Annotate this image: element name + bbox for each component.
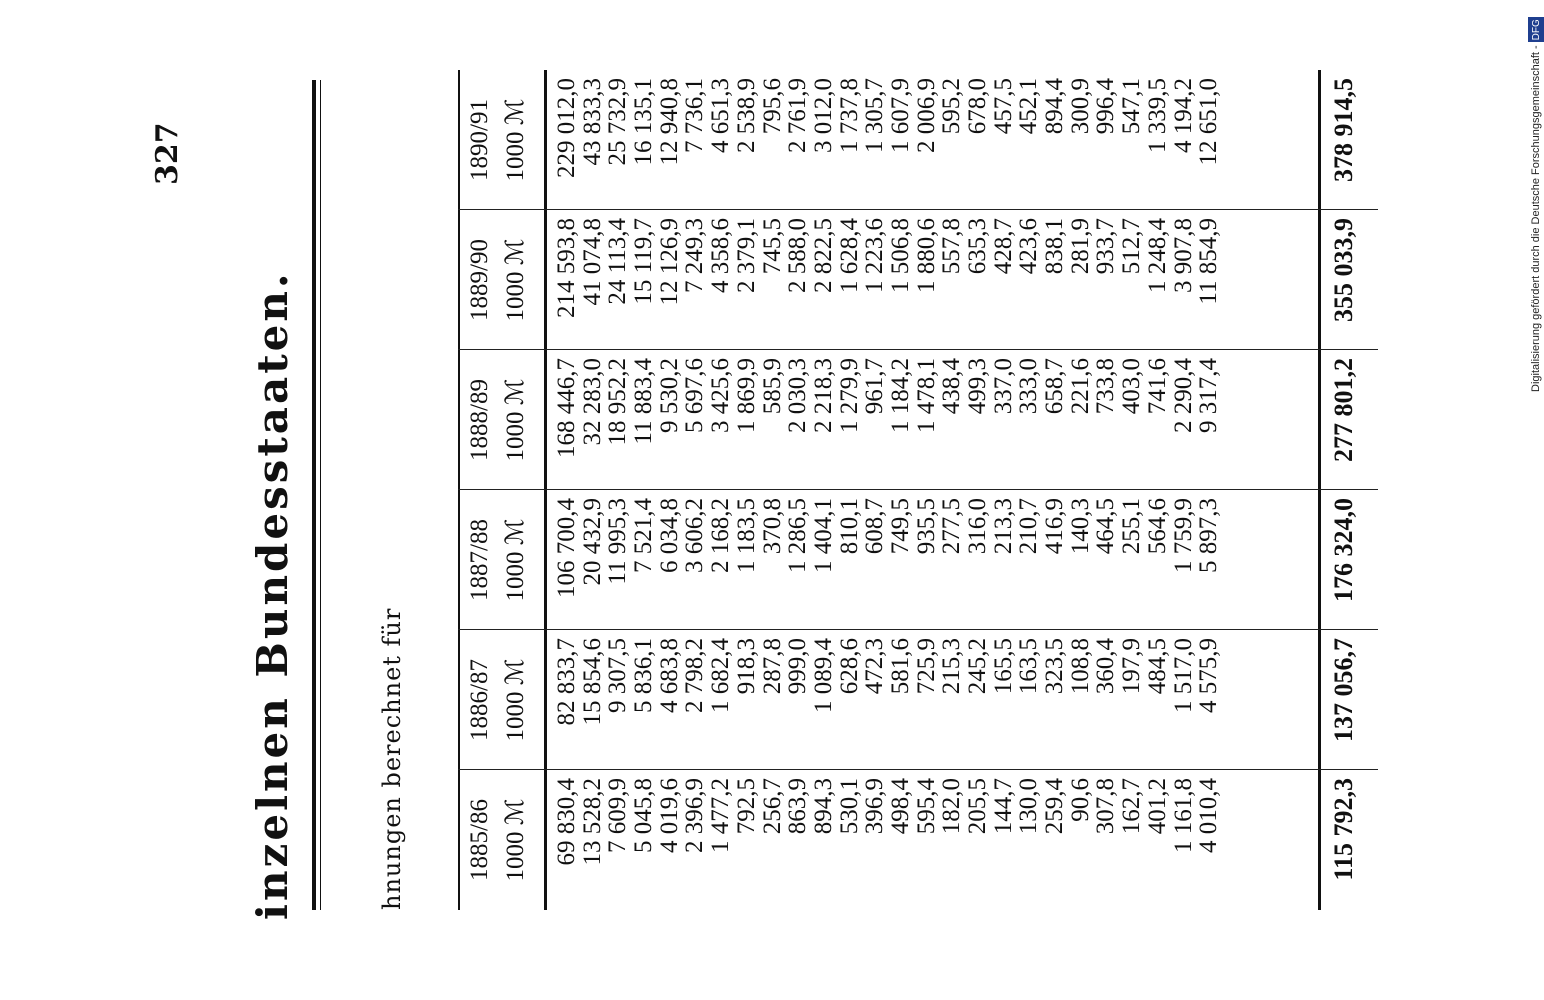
table-cell: 32 283,0 <box>578 358 606 446</box>
table-cell: 4 194,2 <box>1169 78 1197 153</box>
column-values <box>554 78 1222 178</box>
column-separator <box>458 489 1378 490</box>
table-cell: 287,8 <box>758 638 786 695</box>
table-cell: 1 478,1 <box>912 358 940 433</box>
table-subtitle: hnungen berechnet für <box>378 607 406 910</box>
table-cell: 464,5 <box>1092 498 1120 555</box>
table-cell: 428,7 <box>989 218 1017 275</box>
table-cell: 403,0 <box>1118 358 1146 415</box>
table-cell: 484,5 <box>1143 638 1171 695</box>
table-cell: 9 317,4 <box>1195 358 1223 433</box>
table-cell: 1 759,9 <box>1169 498 1197 573</box>
column-total: 115 792,3 <box>1329 778 1358 881</box>
table-cell: 370,8 <box>758 498 786 555</box>
column-total: 355 033,9 <box>1329 218 1358 322</box>
table-cell: 82 833,7 <box>553 638 580 726</box>
table-cell: 4 683,8 <box>655 638 683 713</box>
table-cell: 512,7 <box>1118 218 1146 275</box>
table-cell: 1 737,8 <box>835 78 863 153</box>
column-header <box>462 350 534 490</box>
table-cell: 581,6 <box>886 638 914 695</box>
column-total: 378 914,5 <box>1329 78 1358 182</box>
table-cell: 2 822,5 <box>809 218 837 293</box>
page-number: 327 <box>150 122 185 185</box>
table-cell: 69 830,4 <box>553 778 580 866</box>
table-cell: 255,1 <box>1118 498 1146 555</box>
table-cell: 360,4 <box>1092 638 1120 695</box>
table-cell: 628,6 <box>835 638 863 695</box>
table-cell: 7 249,3 <box>681 218 709 293</box>
table-cell: 3 606,2 <box>681 498 709 573</box>
table-cell: 745,5 <box>758 218 786 275</box>
table-cell: 863,9 <box>784 778 812 835</box>
column-values <box>554 358 1222 458</box>
table-cell: 733,8 <box>1092 358 1120 415</box>
table-cell: 1 183,5 <box>732 498 760 573</box>
table-cell: 1 161,8 <box>1169 778 1197 853</box>
table-cell: 213,3 <box>989 498 1017 555</box>
data-table <box>458 70 1378 910</box>
table-cell: 678,0 <box>964 78 991 135</box>
table-cell: 214 593,8 <box>553 218 580 318</box>
column-header <box>462 490 534 630</box>
column-header <box>462 70 534 210</box>
table-cell: 3 907,8 <box>1169 218 1197 293</box>
table-cell: 12 940,8 <box>655 78 683 166</box>
table-cell: 1 506,8 <box>886 218 914 293</box>
table-cell: 1 682,4 <box>707 638 735 713</box>
table-cell: 106 700,4 <box>553 498 580 598</box>
table-cell: 999,0 <box>784 638 812 695</box>
column-values <box>554 778 1222 866</box>
column-year: 1885/86 <box>466 799 493 881</box>
table-cell: 1 184,2 <box>886 358 914 433</box>
table-cell: 933,7 <box>1092 218 1120 275</box>
table-cell: 15 119,7 <box>630 218 658 305</box>
table-cell: 2 218,3 <box>809 358 837 433</box>
table-cell: 961,7 <box>861 358 889 415</box>
table-cell: 585,9 <box>758 358 786 415</box>
table-cell: 144,7 <box>989 778 1017 835</box>
table-cell: 472,3 <box>861 638 889 695</box>
column-unit: 1000 ℳ <box>502 238 529 322</box>
table-cell: 300,9 <box>1066 78 1094 135</box>
table-cell: 4 019,6 <box>655 778 683 853</box>
table-cell: 416,9 <box>1041 498 1069 555</box>
table-cell: 281,9 <box>1066 218 1094 275</box>
table-cell: 7 736,1 <box>681 78 709 153</box>
table-cell: 792,5 <box>732 778 760 835</box>
table-cell: 996,4 <box>1092 78 1120 135</box>
column-separator <box>458 209 1378 210</box>
table-cell: 401,2 <box>1143 778 1171 835</box>
column-header <box>462 210 534 350</box>
column-total: 277 801,2 <box>1329 358 1358 462</box>
table-cell: 4 358,6 <box>707 218 735 293</box>
table-cell: 140,3 <box>1066 498 1094 555</box>
table-cell: 1 223,6 <box>861 218 889 293</box>
table-cell: 307,8 <box>1092 778 1120 835</box>
table-cell: 277,5 <box>938 498 966 555</box>
table-cell: 1 869,9 <box>732 358 760 433</box>
column-unit: 1000 ℳ <box>502 658 529 742</box>
table-cell: 499,3 <box>964 358 991 415</box>
table-cell: 4 010,4 <box>1195 778 1223 853</box>
table-cell: 4 575,9 <box>1195 638 1223 713</box>
table-cell: 316,0 <box>964 498 991 555</box>
table-column <box>458 630 1378 770</box>
table-cell: 498,4 <box>886 778 914 835</box>
table-cell: 452,1 <box>1015 78 1043 135</box>
column-total: 137 056,7 <box>1329 638 1358 742</box>
table-cell: 5 836,1 <box>630 638 658 713</box>
table-cell: 894,3 <box>809 778 837 835</box>
table-cell: 90,6 <box>1066 778 1094 822</box>
table-cell: 205,5 <box>964 778 991 835</box>
table-cell: 2 030,3 <box>784 358 812 433</box>
table-cell: 1 339,5 <box>1143 78 1171 153</box>
digitization-credit <box>1527 0 1544 1000</box>
table-column <box>458 210 1378 350</box>
table-cell: 564,6 <box>1143 498 1171 555</box>
table-cell: 108,8 <box>1066 638 1094 695</box>
table-cell: 1 279,9 <box>835 358 863 433</box>
table-cell: 1 607,9 <box>886 78 914 153</box>
table-cell: 245,2 <box>964 638 991 695</box>
table-cell: 749,5 <box>886 498 914 555</box>
table-cell: 557,8 <box>938 218 966 275</box>
table-cell: 5 697,6 <box>681 358 709 433</box>
table-cell: 43 833,3 <box>578 78 606 166</box>
table-cell: 130,0 <box>1015 778 1043 835</box>
table-cell: 894,4 <box>1041 78 1069 135</box>
table-cell: 1 305,7 <box>861 78 889 153</box>
table-cell: 323,5 <box>1041 638 1069 695</box>
table-cell: 595,2 <box>938 78 966 135</box>
table-cell: 2 588,0 <box>784 218 812 293</box>
column-unit: 1000 ℳ <box>502 798 529 882</box>
table-cell: 221,6 <box>1066 358 1094 415</box>
column-unit: 1000 ℳ <box>502 98 529 182</box>
table-column <box>458 350 1378 490</box>
table-cell: 608,7 <box>861 498 889 555</box>
table-cell: 20 432,9 <box>578 498 606 586</box>
table-cell: 1 628,4 <box>835 218 863 293</box>
table-column <box>458 70 1378 210</box>
table-cell: 15 854,6 <box>578 638 606 726</box>
table-cell: 918,3 <box>732 638 760 695</box>
table-cell: 333,0 <box>1015 358 1043 415</box>
table-cell: 1 089,4 <box>809 638 837 713</box>
table-cell: 741,6 <box>1143 358 1171 415</box>
table-cell: 197,9 <box>1118 638 1146 695</box>
table-cell: 595,4 <box>912 778 940 835</box>
table-cell: 12 651,0 <box>1195 78 1223 166</box>
column-values <box>554 218 1222 318</box>
column-header <box>462 630 534 770</box>
table-cell: 1 517,0 <box>1169 638 1197 713</box>
table-cell: 3 425,6 <box>707 358 735 433</box>
table-cell: 259,4 <box>1041 778 1069 835</box>
table-cell: 162,7 <box>1118 778 1146 835</box>
table-cell: 2 006,9 <box>912 78 940 153</box>
table-cell: 182,0 <box>938 778 966 835</box>
table-cell: 457,5 <box>989 78 1017 135</box>
table-cell: 11 995,3 <box>604 498 632 585</box>
table-cell: 13 528,2 <box>578 778 606 866</box>
table-cell: 1 248,4 <box>1143 218 1171 293</box>
table-cell: 838,1 <box>1041 218 1069 275</box>
table-cell: 11 854,9 <box>1195 218 1223 305</box>
table-cell: 423,6 <box>1015 218 1043 275</box>
table-cell: 2 168,2 <box>707 498 735 573</box>
table-cell: 25 732,9 <box>604 78 632 166</box>
table-cell: 11 883,4 <box>630 358 658 445</box>
table-cell: 7 521,4 <box>630 498 658 573</box>
table-column <box>458 490 1378 630</box>
table-cell: 2 761,9 <box>784 78 812 153</box>
table-column <box>458 770 1378 910</box>
column-separator <box>458 629 1378 630</box>
column-header <box>462 770 534 910</box>
table-cell: 9 530,2 <box>655 358 683 433</box>
column-unit: 1000 ℳ <box>502 378 529 462</box>
table-cell: 2 798,2 <box>681 638 709 713</box>
table-cell: 337,0 <box>989 358 1017 415</box>
column-year: 1887/88 <box>466 519 493 601</box>
section-title: inzelnen Bundesstaaten. <box>248 270 297 920</box>
table-cell: 2 538,9 <box>732 78 760 153</box>
table-cell: 165,5 <box>989 638 1017 695</box>
column-values <box>554 638 1222 726</box>
table-cell: 210,7 <box>1015 498 1043 555</box>
table-cell: 4 651,3 <box>707 78 735 153</box>
table-cell: 5 045,8 <box>630 778 658 853</box>
table-cell: 635,3 <box>964 218 991 275</box>
column-year: 1889/90 <box>466 239 493 321</box>
table-cell: 41 074,8 <box>578 218 606 306</box>
table-cell: 810,1 <box>835 498 863 555</box>
column-separator <box>458 769 1378 770</box>
table-cell: 18 952,2 <box>604 358 632 446</box>
column-values <box>554 498 1222 598</box>
table-cell: 1 477,2 <box>707 778 735 853</box>
title-rule-thin <box>320 80 321 910</box>
table-cell: 795,6 <box>758 78 786 135</box>
table-cell: 1 880,6 <box>912 218 940 293</box>
table-cell: 16 135,1 <box>630 78 658 166</box>
table-cell: 229 012,0 <box>553 78 580 178</box>
title-rule <box>312 80 316 910</box>
table-cell: 396,9 <box>861 778 889 835</box>
column-separator <box>458 349 1378 350</box>
column-total: 176 324,0 <box>1329 498 1358 602</box>
table-cell: 547,1 <box>1118 78 1146 135</box>
table-cell: 658,7 <box>1041 358 1069 415</box>
table-cell: 5 897,3 <box>1195 498 1223 573</box>
column-unit: 1000 ℳ <box>502 518 529 602</box>
table-cell: 215,3 <box>938 638 966 695</box>
table-cell: 2 290,4 <box>1169 358 1197 433</box>
table-cell: 6 034,8 <box>655 498 683 573</box>
table-cell: 530,1 <box>835 778 863 835</box>
table-cell: 1 286,5 <box>784 498 812 573</box>
column-year: 1888/89 <box>466 379 493 461</box>
column-year: 1890/91 <box>466 99 493 181</box>
column-year: 1886/87 <box>466 659 493 741</box>
table-cell: 7 609,9 <box>604 778 632 853</box>
table-cell: 438,4 <box>938 358 966 415</box>
table-cell: 725,9 <box>912 638 940 695</box>
dfg-logo: DFG <box>1528 17 1544 42</box>
table-cell: 9 307,5 <box>604 638 632 713</box>
credit-text: Digitalisierung gefördert durch die Deutsche Forschungsgemeinschaft - <box>1530 45 1542 392</box>
table-cell: 2 396,9 <box>681 778 709 853</box>
table-cell: 2 379,1 <box>732 218 760 293</box>
table-cell: 1 404,1 <box>809 498 837 573</box>
table-cell: 12 126,9 <box>655 218 683 306</box>
table-cell: 935,5 <box>912 498 940 555</box>
table-cell: 256,7 <box>758 778 786 835</box>
table-cell: 163,5 <box>1015 638 1043 695</box>
table-cell: 24 113,4 <box>604 218 632 305</box>
table-cell: 3 012,0 <box>809 78 837 153</box>
table-cell: 168 446,7 <box>553 358 580 458</box>
